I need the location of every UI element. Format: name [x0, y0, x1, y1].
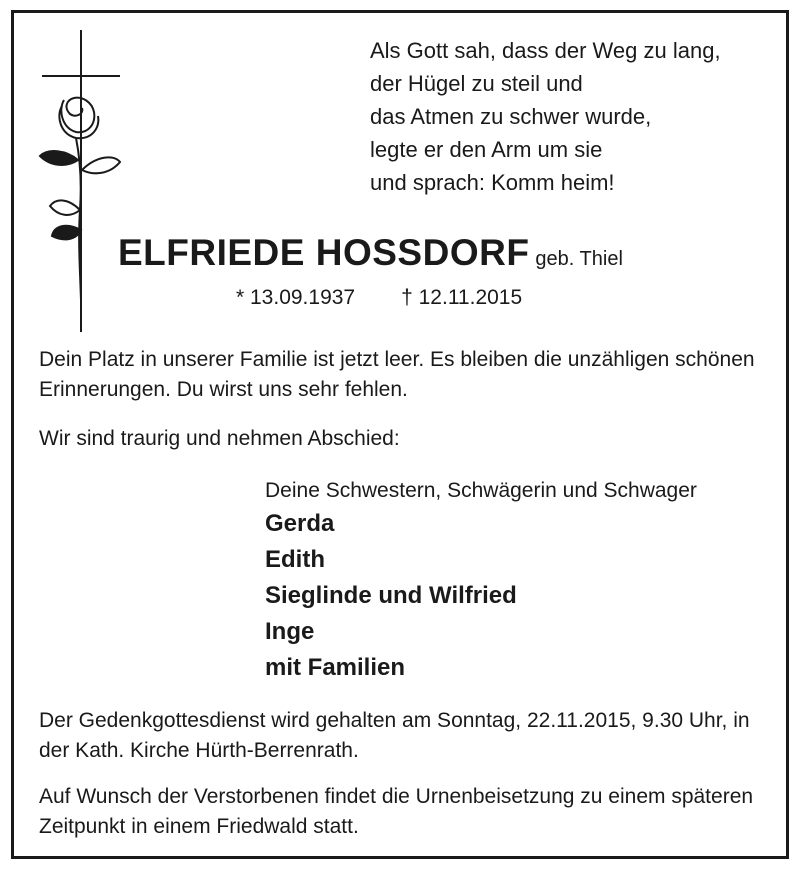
family-member: Edith [265, 546, 325, 573]
family-member: Inge [265, 618, 315, 645]
verse-line: legte er den Arm um sie [370, 137, 603, 162]
family-member: Sieglinde und Wilfried [265, 582, 517, 609]
birth-date: * 13.09.1937 [236, 286, 356, 309]
family-intro: Deine Schwestern, Schwägerin und Schwager [265, 479, 697, 502]
deceased-name-row [118, 232, 623, 274]
death-date: † 12.11.2015 [401, 286, 523, 309]
life-dates [236, 286, 522, 310]
maiden-name: geb. Thiel [535, 248, 623, 270]
family-block [265, 476, 697, 686]
verse-line: das Atmen zu schwer wurde, [370, 104, 652, 129]
burial-text: Auf Wunsch der Verstorbenen findet die Urnenbeisetzung zu einem späteren Zeitpunkt in einem Friedwald statt. [39, 785, 754, 838]
family-member: mit Familien [265, 654, 406, 681]
service-text: Der Gedenkgottesdienst wird gehalten am Sonntag, 22.11.2015, 9.30 Uhr, in der Kath. Kirche Hürth-Berrenrath. [39, 709, 750, 762]
verse-line: der Hügel zu steil und [370, 71, 583, 96]
verse-line: Als Gott sah, dass der Weg zu lang, [370, 38, 721, 63]
verse-line: und sprach: Komm heim! [370, 170, 615, 195]
memory-text: Dein Platz in unserer Familie ist jetzt leer. Es bleiben die unzähligen schönen Erinnerungen. Du wirst uns sehr fehlen. [39, 348, 755, 401]
farewell-text: Wir sind traurig und nehmen Abschied: [39, 427, 400, 450]
family-member: Gerda [265, 510, 335, 537]
cross-with-rose-icon [36, 30, 126, 335]
deceased-name: ELFRIEDE HOSSDORF [118, 232, 530, 273]
verse [370, 34, 721, 199]
